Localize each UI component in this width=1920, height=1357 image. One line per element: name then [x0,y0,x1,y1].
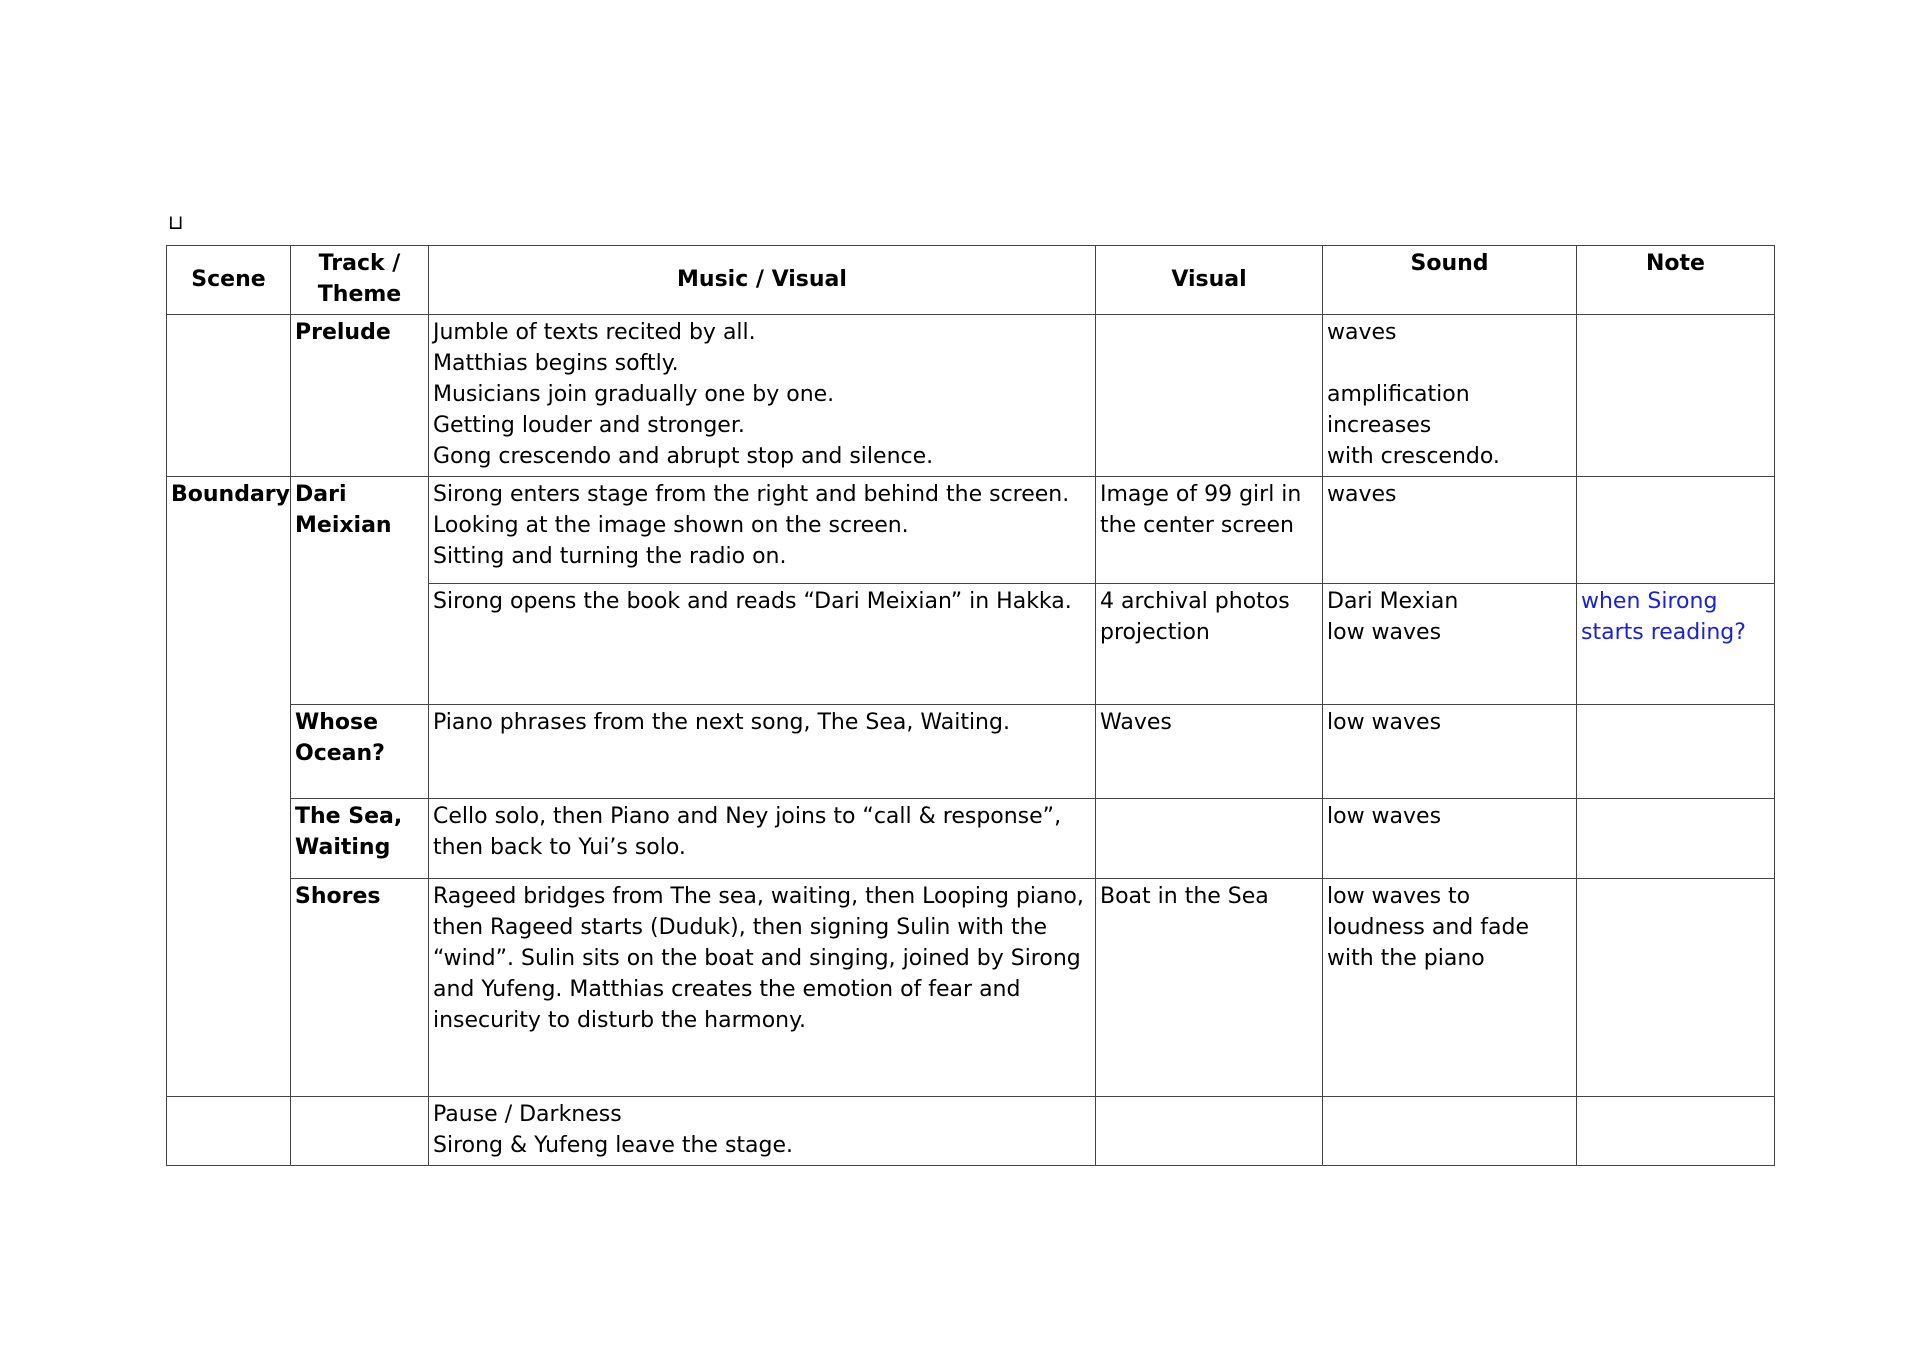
sound-line: low waves [1327,710,1442,735]
header-visual: Visual [1096,246,1323,315]
table-row [167,1097,1775,1166]
header-note: Note [1577,246,1775,315]
table-row [167,477,1775,584]
note-cell [1577,1097,1775,1166]
visual-cell [1096,799,1323,879]
sound-cell [1323,584,1577,705]
music-cell [429,879,1096,1097]
sound-line [1327,348,1572,379]
music-cell [429,799,1096,879]
paragraph-mark: ⊔ [168,210,184,234]
visual-cell [1096,315,1323,477]
scene-cell: Boundary [167,477,291,1097]
note-cell: when Sirong starts reading? [1577,584,1775,705]
header-row [167,246,1775,315]
music-line: Sitting and turning the radio on. [433,544,787,569]
scene-cell [167,1097,291,1166]
music-line: Looking at the image shown on the screen. [433,513,909,538]
visual-cell [1096,1097,1323,1166]
music-line: Rageed bridges from The sea, waiting, then Looping piano, then Rageed starts (Duduk), then signing Sulin with the “wind”. Sulin sits on the boat and singing, joined by Sirong and Yufeng. Matthias creates the emotion of fear and insecurity to disturb the harmony. [433,884,1091,1033]
sound-line: waves [1327,482,1397,507]
track-cell: Prelude [291,315,429,477]
table-row [167,705,1775,799]
note-cell [1577,799,1775,879]
sound-cell [1323,799,1577,879]
sound-line: low waves to loudness and fade with the piano [1327,884,1536,971]
sound-cell [1323,879,1577,1097]
sound-cell [1323,705,1577,799]
note-cell [1577,705,1775,799]
cue-sheet-table [166,245,1775,1166]
music-line: Musicians join gradually one by one. [433,382,835,407]
header-scene: Scene [167,246,291,315]
music-line: Pause / Darkness [433,1102,622,1127]
sound-line: low waves [1327,804,1442,829]
music-cell [429,477,1096,584]
music-cell [429,315,1096,477]
music-line: Sirong opens the book and reads “Dari Meixian” in Hakka. [433,589,1072,614]
track-cell: The Sea, Waiting [291,799,429,879]
track-cell: Shores [291,879,429,1097]
note-cell [1577,477,1775,584]
music-cell [429,1097,1096,1166]
track-cell: Whose Ocean? [291,705,429,799]
table-row [167,799,1775,879]
sound-line: low waves [1327,620,1442,645]
header-music-visual: Music / Visual [429,246,1096,315]
sound-cell [1323,315,1577,477]
scene-cell [167,315,291,477]
music-line: Getting louder and stronger. [433,413,745,438]
track-cell [291,1097,429,1166]
music-line: Gong crescendo and abrupt stop and silence. [433,444,934,469]
track-cell: Dari Meixian [291,477,429,705]
sound-cell [1323,477,1577,584]
sound-cell [1323,1097,1577,1166]
note-cell [1577,315,1775,477]
music-cell [429,705,1096,799]
header-sound: Sound [1323,246,1577,315]
table-row [167,315,1775,477]
music-line: Piano phrases from the next song, The Sea, Waiting. [433,710,1010,735]
visual-cell: Image of 99 girl in the center screen [1096,477,1323,584]
sound-line: waves [1327,320,1397,345]
visual-cell: Waves [1096,705,1323,799]
music-line: Cello solo, then Piano and Ney joins to “call & response”, then back to Yui’s solo. [433,804,1069,860]
visual-cell: 4 archival photos projection [1096,584,1323,705]
sound-line: amplification increases [1327,382,1477,438]
music-cell [429,584,1096,705]
sound-line: Dari Mexian [1327,589,1459,614]
table-row [167,879,1775,1097]
header-track-theme: Track / Theme [291,246,429,315]
note-cell [1577,879,1775,1097]
visual-cell: Boat in the Sea [1096,879,1323,1097]
music-line: Matthias begins softly. [433,351,679,376]
music-line: Jumble of texts recited by all. [433,320,756,345]
music-line: Sirong enters stage from the right and behind the screen. [433,482,1070,507]
music-line: Sirong & Yufeng leave the stage. [433,1133,794,1158]
sound-line: with crescendo. [1327,444,1500,469]
